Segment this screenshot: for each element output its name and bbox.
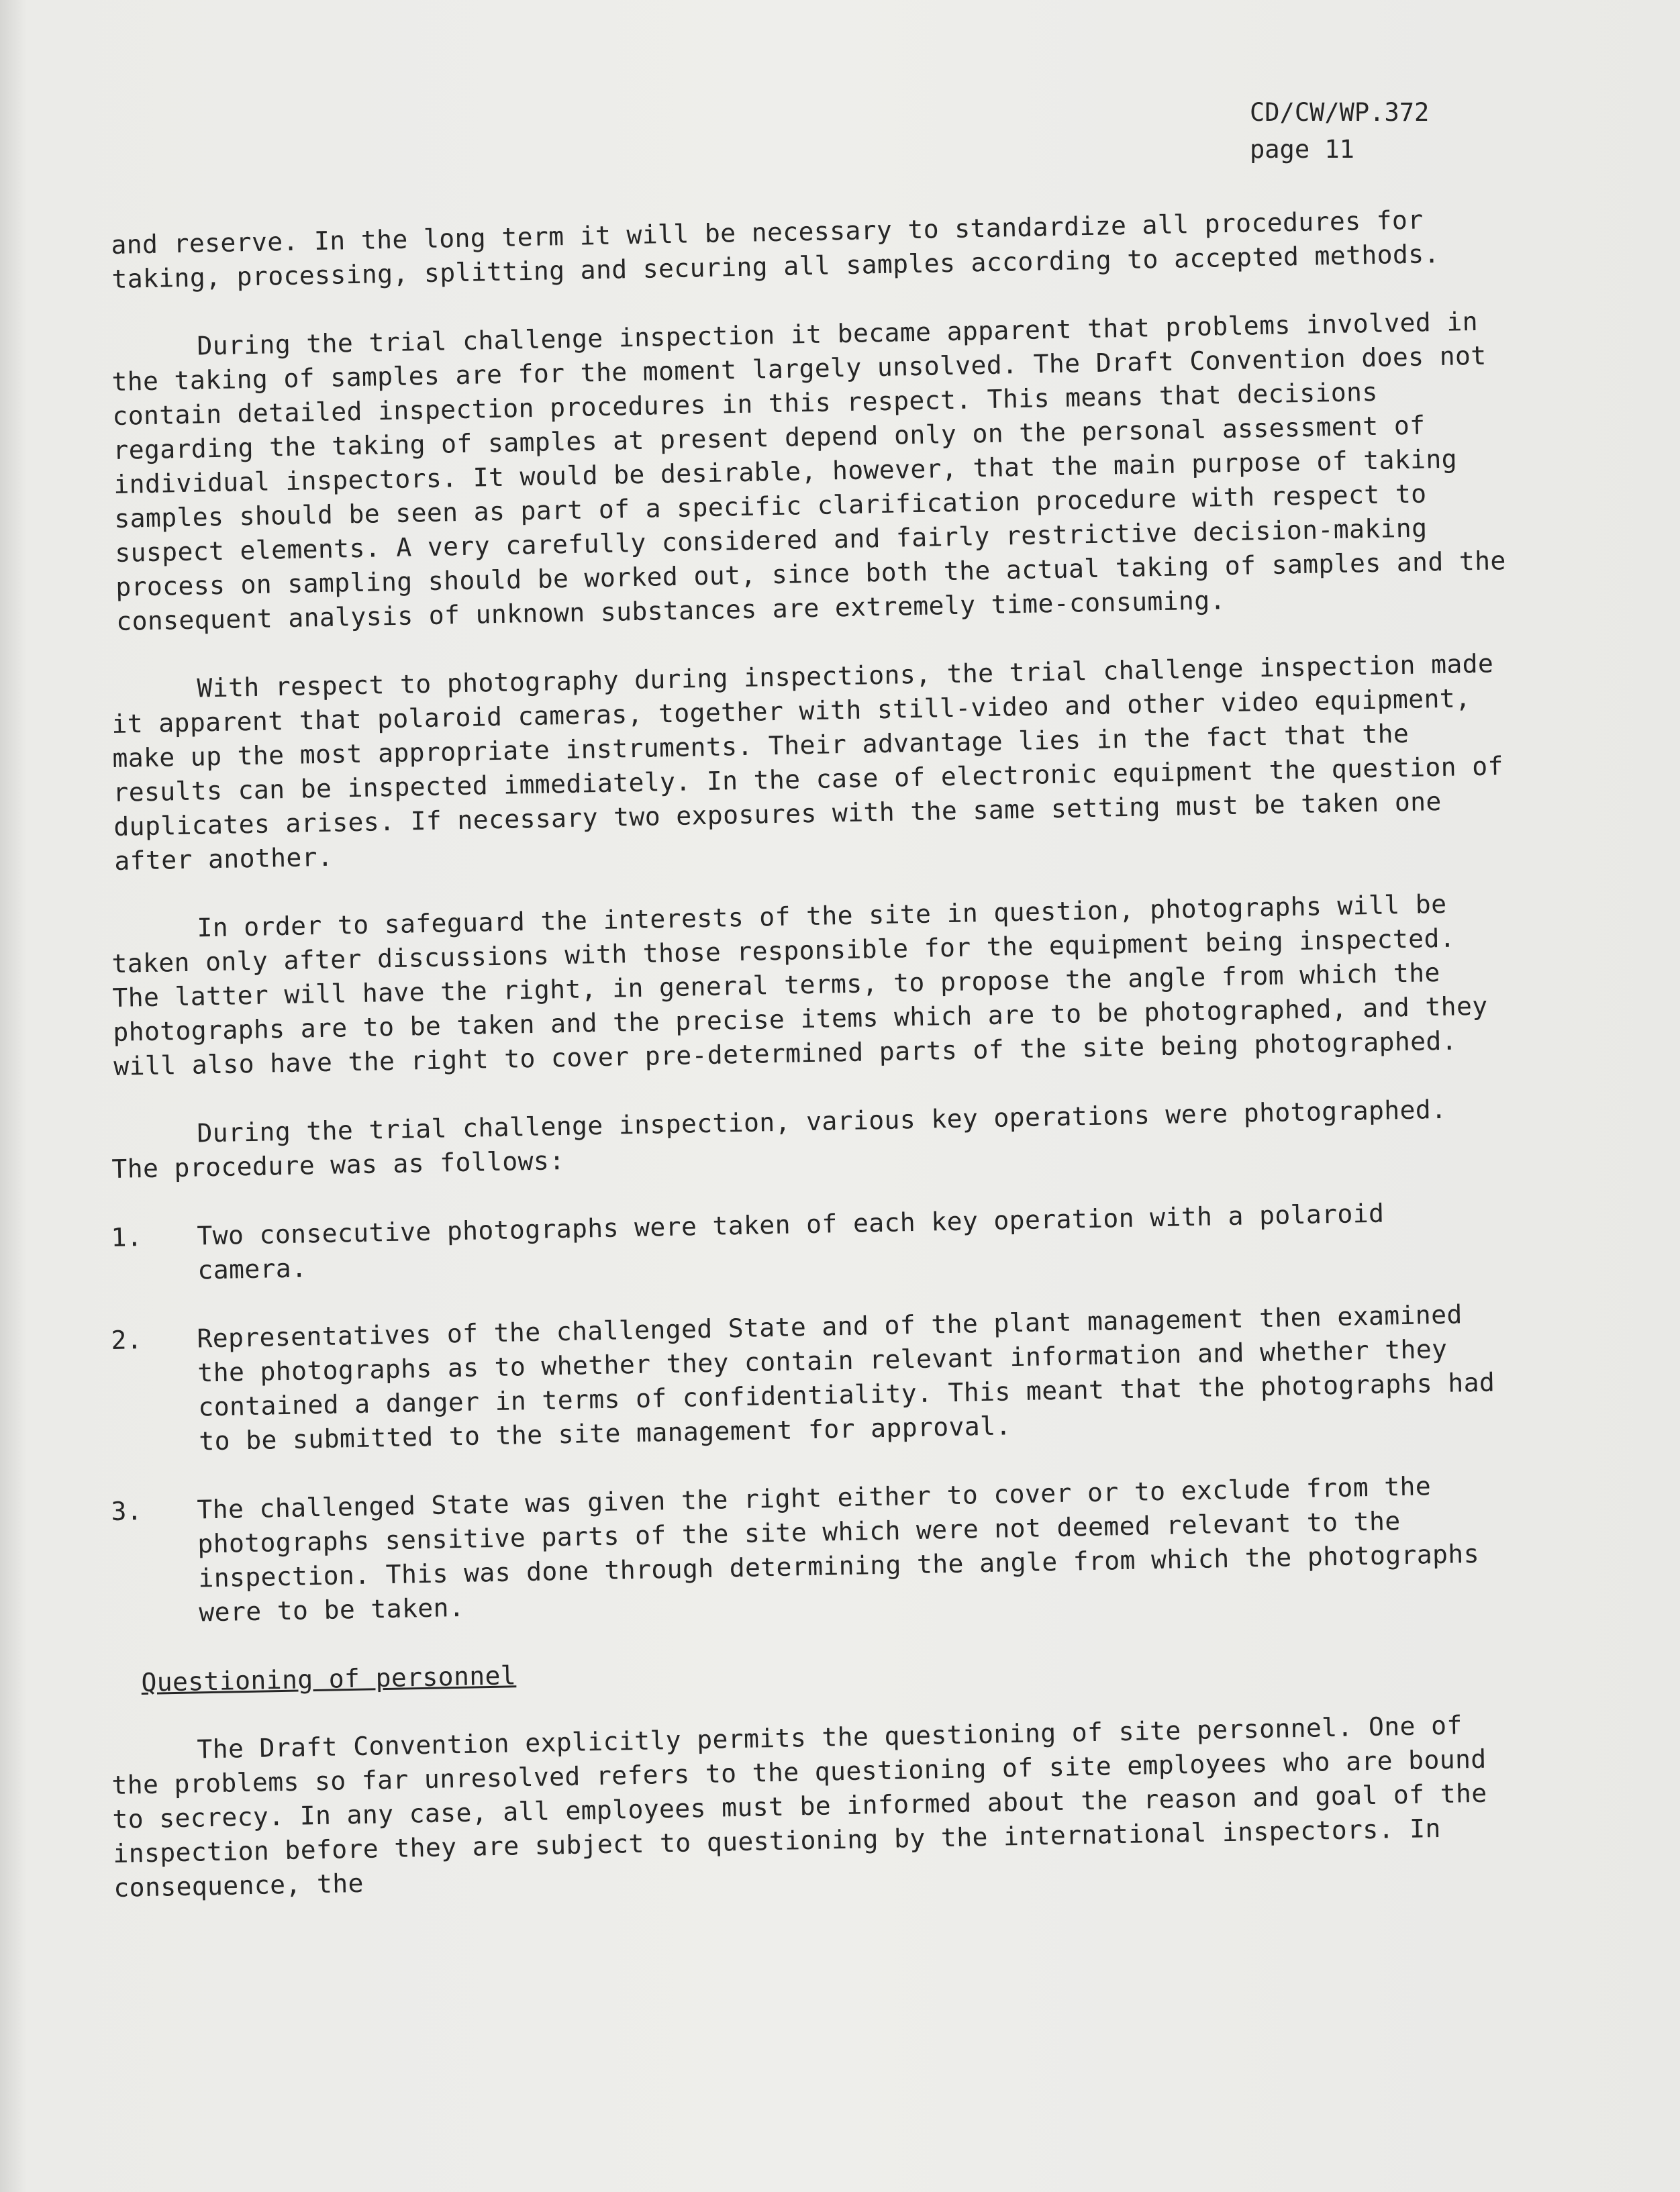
list-item <box>111 1297 1510 1460</box>
list-item-number: 1. <box>111 1222 143 1252</box>
page-number: page 11 <box>1250 135 1354 164</box>
list-item <box>111 1194 1508 1289</box>
paragraph-sampling-problems: During the trial challenge inspection it became apparent that problems involved in the taking of samples are for the moment largely unsolved. The Draft Convention does not contain detailed inspection procedures in this respect. This means that decisions regarding the taking of samples at present depend only on the personal assessment of individual inspectors. It would be desirable, however, that the main purpose of taking samples should be seen as part of a specific clarification procedure with respect to suspect elements. A very carefully considered and fairly restrictive decision-making process on sampling should be worked out, since both the actual taking of samples and the consequent analysis of unknown substances are extremely time-consuming. <box>111 306 1507 636</box>
page-header <box>1250 94 1429 168</box>
document-reference: CD/CW/WP.372 <box>1250 98 1430 127</box>
paragraph-site-interests: In order to safeguard the interests of the site in question, photographs will be taken only after discussions with those responsible for the equipment being inspected. The latter will have the right, in general terms, to propose the angle from which the photographs are to be taken and the precise items which are to be photographed, and they will also have the right to cover pre-determined parts of the site being photographed. <box>111 889 1488 1081</box>
list-item <box>111 1468 1510 1632</box>
list-item-text: Two consecutive photographs were taken of each key operation with a polaroid camera. <box>197 1198 1385 1285</box>
paragraph-photography: With respect to photography during inspections, the trial challenge inspection made it apparent that polaroid cameras, together with still-video and other video equipment, make up the most appropriate instruments. Their advantage lies in the fact that the results can be inspected immediately. In the case of electronic equipment the question of duplicates arises. If necessary two exposures with the same setting must be taken one after another. <box>111 648 1504 876</box>
list-item-text: Representatives of the challenged State and of the plant management then examined the photographs as to whether they contain relevant information and whether they contained a danger in terms of confidentiality. This meant that the photographs had to be submitted to the site management for approval. <box>197 1299 1495 1456</box>
paragraph-procedure-intro: During the trial challenge inspection, various key operations were photographed. The procedure was as follows: <box>111 1094 1447 1184</box>
paragraph-sample-standardization: and reserve. In the long term it will be necessary to standardize all procedures for taking, processing, splitting and securing all samples according to accepted methods. <box>111 205 1440 294</box>
list-item-number: 3. <box>111 1496 143 1526</box>
list-item-number: 2. <box>111 1325 143 1355</box>
document-body <box>111 205 1507 1940</box>
section-heading: Questioning of personnel <box>141 1660 517 1697</box>
paragraph-questioning: The Draft Convention explicitly permits the questioning of site personnel. One of the problems so far unresolved refers to the questioning of site employees who are bound to secrecy. In any case, all employees must be informed about the reason and goal of the inspection before they are subject to questioning by the international inspectors. In consequence, the <box>111 1710 1487 1903</box>
list-item-text: The challenged State was given the right either to cover or to exclude from the photographs sensitive parts of the site which were not deemed relevant to the inspection. This was done through determining the angle from which the photographs were to be taken. <box>197 1471 1480 1628</box>
